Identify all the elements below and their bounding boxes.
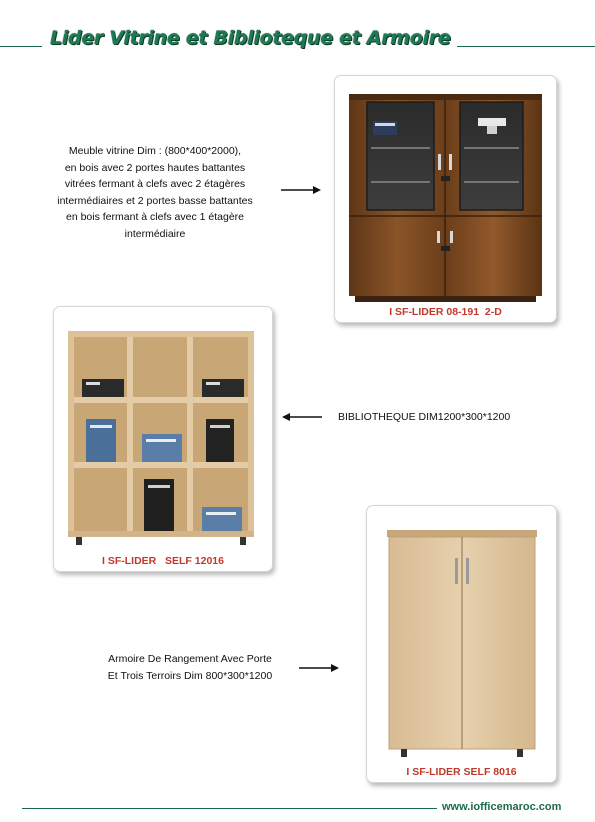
armoire-cabinet-image [367,506,556,764]
header-rule-left [0,46,42,47]
description-line: BIBLIOTHEQUE DIM1200*300*1200 [338,411,511,423]
product-armoire-card [366,505,557,783]
description-line: en bois fermant à clefs avec 1 étagère [65,211,245,223]
description-line: Meuble vitrine Dim : (800*400*2000), [68,145,242,157]
vitrine-cabinet-image [335,76,556,304]
page-title: Lider Vitrine et Biblioteque et Armoire [50,27,451,49]
footer-rule [22,808,437,809]
footer-website-link[interactable]: www.iofficemaroc.com [442,801,562,813]
arrow-right-icon [299,663,339,673]
product-armoire-caption: I SF-LIDER SELF 8016 [406,766,517,778]
product-armoire-description [80,651,300,684]
header-rule-right [457,46,595,47]
description-line: Et Trois Terroirs Dim 800*300*1200 [107,669,273,682]
bookcase-image [54,307,272,553]
description-line: intermédiaire [124,227,186,240]
arrow-left-icon [282,412,322,422]
product-vitrine-card [334,75,557,323]
description-line: Armoire De Rangement Avec Porte [108,653,272,665]
description-line: vitrées fermant à clefs avec 2 étagères [64,178,246,190]
product-bibliotheque-description [338,409,538,426]
product-vitrine-caption: I SF-LIDER 08-191 2-D [389,306,502,318]
product-bibliotheque-card [53,306,273,572]
arrow-right-icon [281,185,321,195]
description-line: intermédiaires et 2 portes basse battantes [57,194,253,207]
description-line: en bois avec 2 portes hautes battantes [64,161,246,174]
product-bibliotheque-caption: I SF-LIDER SELF 12016 [102,555,224,567]
product-vitrine-description [30,143,280,242]
